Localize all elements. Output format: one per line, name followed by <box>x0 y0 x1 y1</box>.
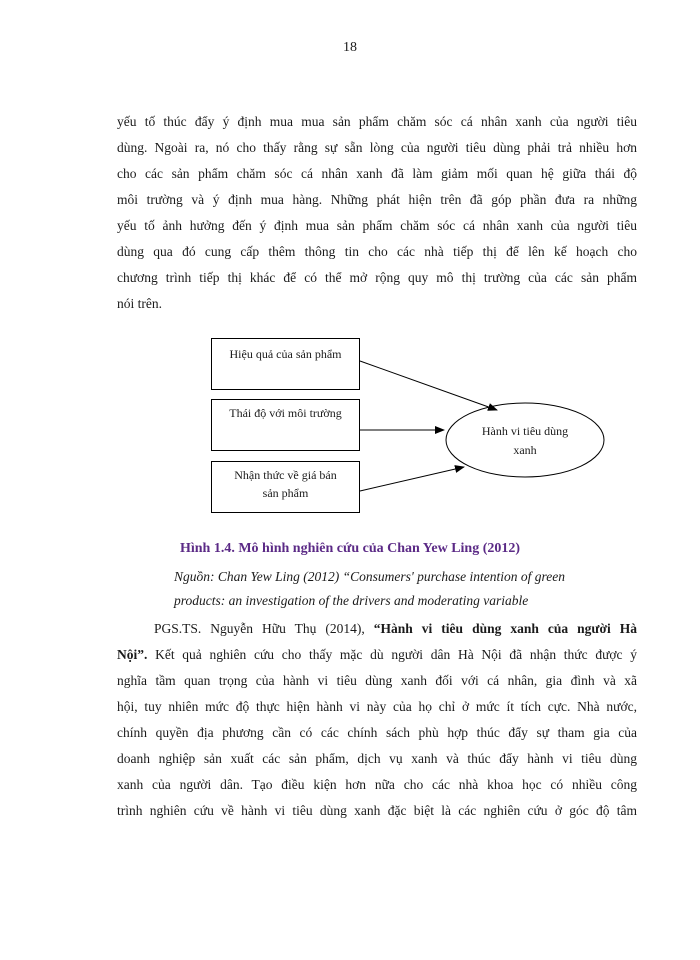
paragraph-line <box>117 642 637 668</box>
paragraph-line: yếu tố thúc đẩy ý định mua mua sản phẩm chăm sóc cá nhân xanh của người tiêu <box>117 114 637 129</box>
factor-label: Hiệu quả của sản phẩm <box>229 347 342 361</box>
citation-author: PGS.TS. Nguyễn Hữu Thụ (2014), <box>154 621 374 636</box>
paragraph-line: xanh của người dân. Tạo điều kiện hơn nữa cho các nhà khoa học có nhiều công <box>117 777 637 792</box>
paragraph-line: nghĩa tầm quan trọng của hành vi tiêu dùng xanh đối với cá nhân, gia đình và xã <box>117 673 637 688</box>
paragraph-line <box>117 616 637 642</box>
paragraph-line: doanh nghiệp sản xuất các sản phẩm, dịch vụ xanh và thúc đẩy hành vi tiêu dùng <box>117 751 637 766</box>
source-line: Nguồn: Chan Yew Ling (2012) “Consumers' purchase intention of green <box>174 569 566 584</box>
factor-label: Nhận thức về giá bán <box>234 468 337 482</box>
second-paragraph <box>117 616 637 824</box>
paragraph-line: môi trường và ý định mua hàng. Những phát hiện trên đã góp phần đưa ra những <box>117 192 637 207</box>
citation-title: “Hành vi tiêu dùng xanh của người Hà <box>373 621 637 636</box>
paragraph-line: cho các sản phẩm chăm sóc cá nhân xanh đã làm giảm mối quan hệ giữa thái độ <box>117 166 637 181</box>
factor-label: Thái độ với môi trường <box>229 406 342 420</box>
outcome-label-line: Hành vi tiêu dùng <box>481 424 569 438</box>
citation-title: Nội”. <box>117 647 148 662</box>
factor-box-price-perception <box>211 461 360 513</box>
outcome-label <box>446 422 604 460</box>
factor-label: sản phẩm <box>262 486 309 500</box>
page-number: 18 <box>343 40 357 55</box>
paragraph-text: Kết quả nghiên cứu cho thấy mặc dù người dân Hà Nội đã nhận thức được ý <box>147 647 637 662</box>
factor-box-environmental-attitude <box>211 399 360 451</box>
figure-caption: Hình 1.4. Mô hình nghiên cứu của Chan Yew Ling (2012) <box>179 541 521 556</box>
paragraph-line: chương trình tiếp thị khác để có thể mở rộng quy mô thị trường của các sản phẩm <box>117 270 637 285</box>
intro-paragraph <box>117 109 637 317</box>
arrow-box1-to-outcome <box>360 361 497 410</box>
paragraph-line: hội, tuy nhiên mức độ thực hiện hành vi này của họ chỉ ở mức ít tích cực. Nhà nước, <box>117 699 637 714</box>
paragraph-line: dùng. Ngoài ra, nó cho thấy rằng sự sẵn lòng của người tiêu dùng phải trả nhiều hơn <box>117 140 637 155</box>
paragraph-line: chính quyền địa phương cần có các chính sách phù hợp thúc đẩy sự tham gia của <box>117 725 637 740</box>
paragraph-line: nói trên. <box>117 296 162 311</box>
paragraph-line: dùng qua đó cung cấp thêm thông tin cho các nhà tiếp thị để lên kế hoạch cho <box>117 244 637 259</box>
arrow-box3-to-outcome <box>360 467 464 491</box>
outcome-label-line: xanh <box>513 443 537 457</box>
figure-source <box>174 565 634 613</box>
source-line: products: an investigation of the drivers and moderating variable <box>174 593 529 608</box>
factor-box-product-effectiveness <box>211 338 360 390</box>
paragraph-line: trình nghiên cứu về hành vi tiêu dùng xanh đặc biệt là các nghiên cứu ở góc độ tâm <box>117 803 637 818</box>
paragraph-line: yếu tố ảnh hưởng đến ý định mua sản phẩm chăm sóc cá nhân xanh của người tiêu <box>117 218 637 233</box>
